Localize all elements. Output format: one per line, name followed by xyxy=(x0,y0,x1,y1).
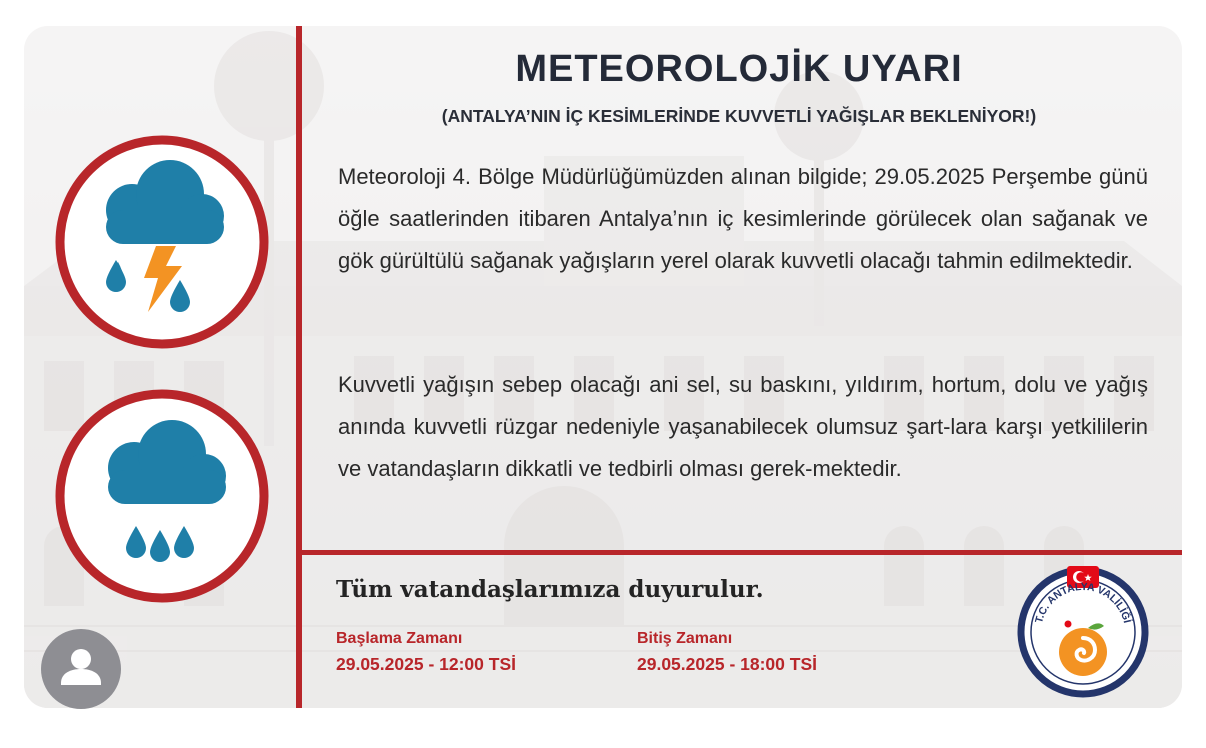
vertical-divider xyxy=(296,26,302,708)
paragraph-info: Meteoroloji 4. Bölge Müdürlüğümüzden alınan bilgide; 29.05.2025 Perşembe günü öğle saatlerinden itibaren Antalya’nın iç kesimlerinde görülecek olan sağanak ve gök gürültülü sağanak yağışların yerel olarak kuvvetli olacağı tahmin edilmektedir. xyxy=(338,164,1148,273)
end-time-label: Bitiş Zamanı xyxy=(637,630,733,647)
start-time-label: Başlama Zamanı xyxy=(336,630,463,647)
page-title: METEOROLOJİK UYARI xyxy=(515,48,963,90)
warning-card xyxy=(24,26,1182,708)
user-avatar-button[interactable] xyxy=(41,629,121,709)
end-time-value: 29.05.2025 - 18:00 TSİ xyxy=(637,654,817,674)
logo-text: T.C. ANTALYA VALİLİĞİ xyxy=(1033,580,1133,625)
rain-icon xyxy=(52,386,272,606)
announcement-text: Tüm vatandaşlarımıza duyurulur. xyxy=(336,576,764,603)
thunderstorm-icon xyxy=(52,132,272,352)
page-subtitle: (ANTALYA’NIN İÇ KESİMLERİNDE KUVVETLİ YAĞIŞLAR BEKLENİYOR!) xyxy=(441,106,1037,126)
user-icon xyxy=(41,629,121,709)
start-time-value: 29.05.2025 - 12:00 TSİ xyxy=(336,654,516,674)
antalya-valiligi-logo xyxy=(1008,560,1158,700)
horizontal-divider xyxy=(302,550,1182,555)
paragraph-warning: Kuvvetli yağışın sebep olacağı ani sel, su baskını, yıldırım, hortum, dolu ve yağış anında kuvvetli rüzgar nedeniyle yaşanabilecek olumsuz şart-lara karşı yetkililerin ve vatandaşların dikkatli ve tedbirli olması gerek-mektedir. xyxy=(338,372,1148,481)
